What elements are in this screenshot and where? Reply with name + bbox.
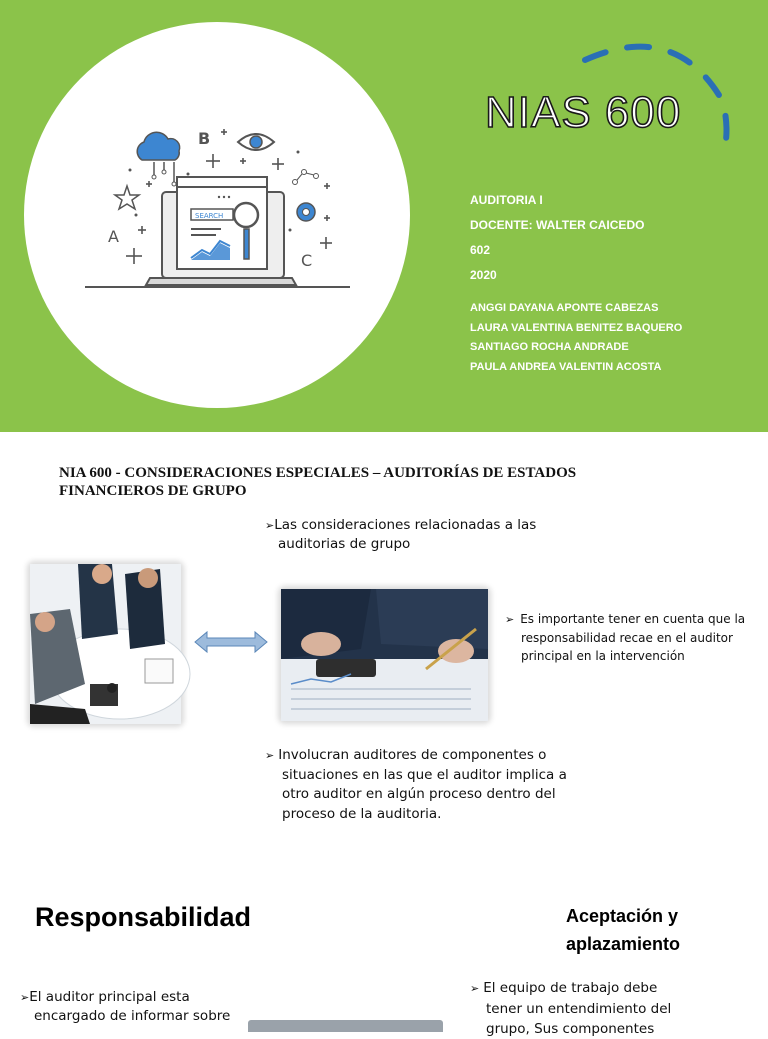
year-label: 2020 (470, 268, 497, 282)
business-meeting-photo (30, 564, 181, 724)
arrow-bullet-icon: ➢ (470, 982, 480, 995)
bullet-text: El auditor principal esta (29, 989, 190, 1005)
letter-c: C (301, 251, 313, 270)
bullet-text: encargado de informar sobre (34, 1008, 231, 1024)
bullet-text: tener un entendimiento del (486, 1001, 672, 1017)
bullet-group-responsibility (505, 610, 745, 665)
arrow-bullet-icon: ➢ (505, 613, 515, 626)
search-box-label: SEARCH (195, 212, 224, 220)
arrow-bullet-icon: ➢ (20, 991, 30, 1004)
bullet-text: El equipo de trabajo debe (483, 980, 658, 996)
bullet-text: principal en la intervención (521, 649, 685, 663)
student-name: LAURA VALENTINA BENITEZ BAQUERO (470, 321, 683, 334)
responsibility-title: Responsabilidad (35, 902, 252, 932)
double-arrow-icon (193, 630, 269, 654)
bullet-text: Involucran auditores de componentes o (278, 747, 547, 763)
partial-photo (248, 1020, 443, 1032)
student-list (470, 299, 682, 377)
bullet-text: responsabilidad recae en el auditor (521, 631, 733, 645)
responsibility-slide (0, 864, 768, 1037)
bullet-text: auditorias de grupo (278, 536, 411, 552)
letter-a: A (108, 227, 119, 246)
financial-analysis-photo (281, 589, 488, 721)
group-label: 602 (470, 243, 491, 257)
arrow-bullet-icon: ➢ (265, 519, 275, 532)
student-name: SANTIAGO ROCHA ANDRADE (470, 341, 629, 353)
bullet-text: Es importante tener en cuenta que la (520, 612, 746, 626)
bullet-text: Las consideraciones relacionadas a las (274, 517, 537, 533)
bullet-text: grupo, Sus componentes (486, 1021, 655, 1037)
acceptance-title-line: aplazamiento (566, 934, 681, 954)
student-name: ANGGI DAYANA APONTE CABEZAS (470, 302, 659, 314)
bullet-group-principal-auditor (20, 988, 230, 1025)
bullet-group-components (265, 746, 567, 824)
nia-600-slide (0, 432, 768, 864)
bullet-text: situaciones en las que el auditor implica a (282, 766, 567, 783)
acceptance-title-line: Aceptación y (566, 906, 679, 926)
acceptance-title (566, 902, 680, 958)
teacher-label: DOCENTE: WALTER CAICEDO (470, 218, 645, 232)
letter-b: B (198, 129, 211, 148)
arrow-bullet-icon: ➢ (265, 749, 275, 762)
bullet-text: otro auditor en algún proceso dentro del (282, 786, 556, 802)
bullet-group-team (470, 978, 671, 1039)
presentation-title: NIAS 600 (485, 88, 682, 137)
laptop-analytics-illustration (80, 120, 355, 295)
slide-heading: NIA 600 - CONSIDERACIONES ESPECIALES – AUDITORÍAS DE ESTADOS FINANCIEROS DE GRUPO (59, 465, 577, 499)
title-slide (0, 0, 768, 432)
subject-label: AUDITORIA I (470, 193, 543, 207)
bullet-group-considerations (265, 516, 536, 554)
student-name: PAULA ANDREA VALENTIN ACOSTA (470, 360, 662, 373)
bullet-text: proceso de la auditoria. (282, 805, 442, 822)
